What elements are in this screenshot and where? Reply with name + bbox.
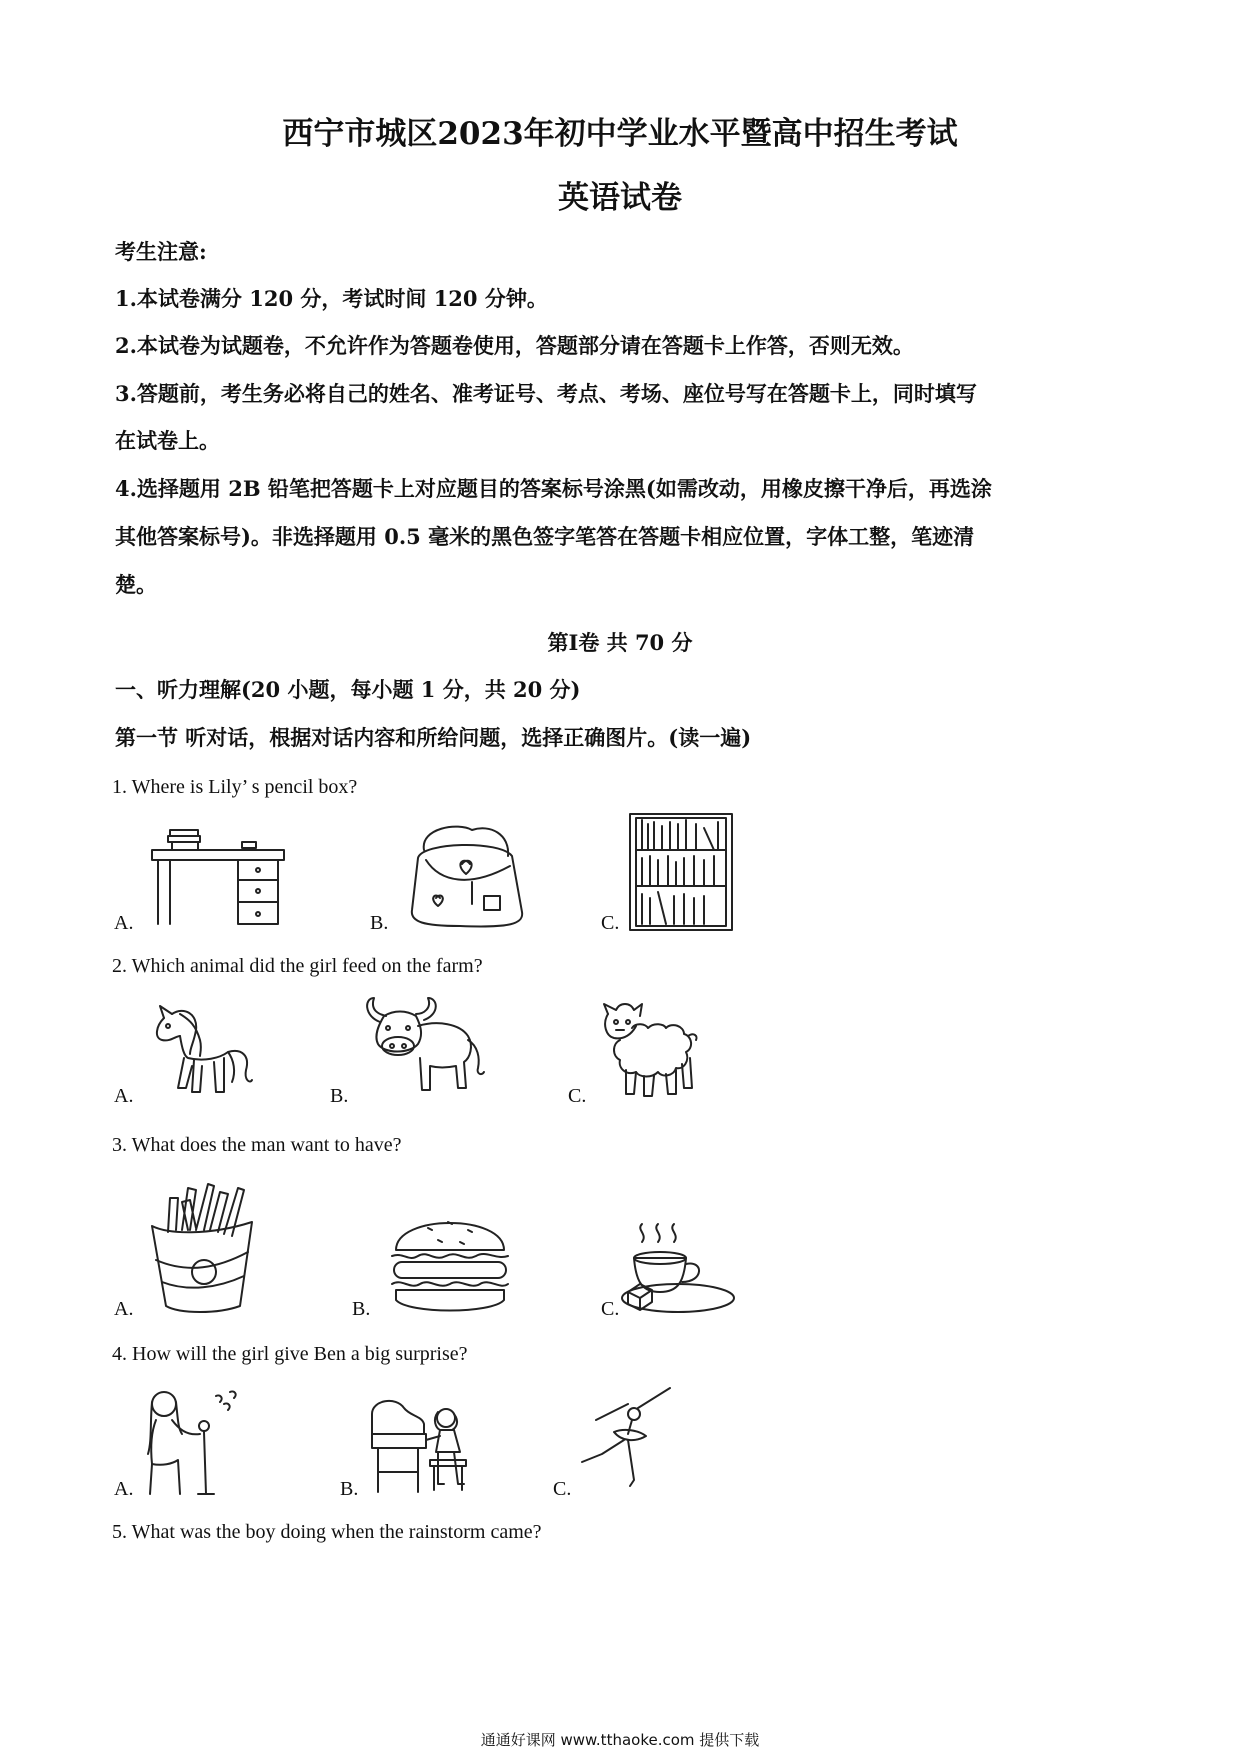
notice-line: 4.选择题用 2B 铅笔把答题卡上对应题目的答案标号涂黑(如需改动，用橡皮擦干净后，再选涂	[115, 476, 992, 501]
question-4: 4. How will the girl give Ben a big surprise?	[112, 1343, 468, 1365]
exam-subtitle: 英语试卷	[558, 180, 682, 216]
coffee-picture	[620, 1222, 736, 1314]
notice-line: 3.答题前，考生务必将自己的姓名、准考证号、考点、考场、座位号写在答题卡上，同时填写	[115, 381, 977, 406]
option-label: C.	[601, 1298, 620, 1320]
option-label: B.	[330, 1085, 349, 1107]
dancing-ballet-picture	[576, 1384, 676, 1488]
notice-line: 其他答案标号)。非选择题用 0.5 毫米的黑色签字笔答在答题卡相应位置，字体工整，笔迹清	[115, 524, 975, 549]
exam-title: 西宁市城区2023年初中学业水平暨高中招生考试	[282, 116, 958, 152]
option-label: A.	[114, 1085, 134, 1107]
question-2: 2. Which animal did the girl feed on the farm?	[112, 955, 483, 977]
option-label: C.	[601, 912, 620, 934]
playing-piano-picture	[370, 1394, 470, 1494]
option-label: C.	[553, 1478, 572, 1500]
footer-source: 通通好课网 www.tthaoke.com 提供下载	[480, 1731, 760, 1749]
french-fries-picture	[148, 1180, 254, 1314]
hamburger-picture	[388, 1204, 512, 1314]
question-5: 5. What was the boy doing when the rainstorm came?	[112, 1521, 542, 1543]
notice-line: 楚。	[115, 572, 157, 597]
option-label: B.	[340, 1478, 359, 1500]
question-3: 3. What does the man want to have?	[112, 1134, 402, 1156]
sheep-picture	[596, 996, 700, 1100]
option-label: A.	[114, 912, 134, 934]
desk-picture	[150, 828, 286, 926]
ox-picture	[360, 996, 486, 1100]
option-label: B.	[370, 912, 389, 934]
subsection-heading: 第一节 听对话，根据对话内容和所给问题，选择正确图片。(读一遍)	[115, 725, 752, 750]
bookshelf-picture	[628, 812, 734, 932]
notice-line: 1.本试卷满分 120 分，考试时间 120 分钟。	[115, 286, 548, 311]
singing-picture	[142, 1384, 242, 1496]
option-label: A.	[114, 1298, 134, 1320]
option-label: B.	[352, 1298, 371, 1320]
part-heading: 第Ⅰ卷 共 70 分	[547, 630, 693, 655]
section-heading: 一、听力理解(20 小题，每小题 1 分，共 20 分)	[115, 677, 581, 702]
horse-picture	[150, 1000, 254, 1100]
notice-line: 2.本试卷为试题卷，不允许作为答题卷使用，答题部分请在答题卡上作答，否则无效。	[115, 333, 914, 358]
notice-heading: 考生注意:	[115, 239, 207, 264]
schoolbag-picture	[400, 822, 528, 930]
question-1: 1. Where is Lily’ s pencil box?	[112, 776, 358, 798]
option-label: C.	[568, 1085, 587, 1107]
option-label: A.	[114, 1478, 134, 1500]
notice-line: 在试卷上。	[115, 428, 220, 453]
